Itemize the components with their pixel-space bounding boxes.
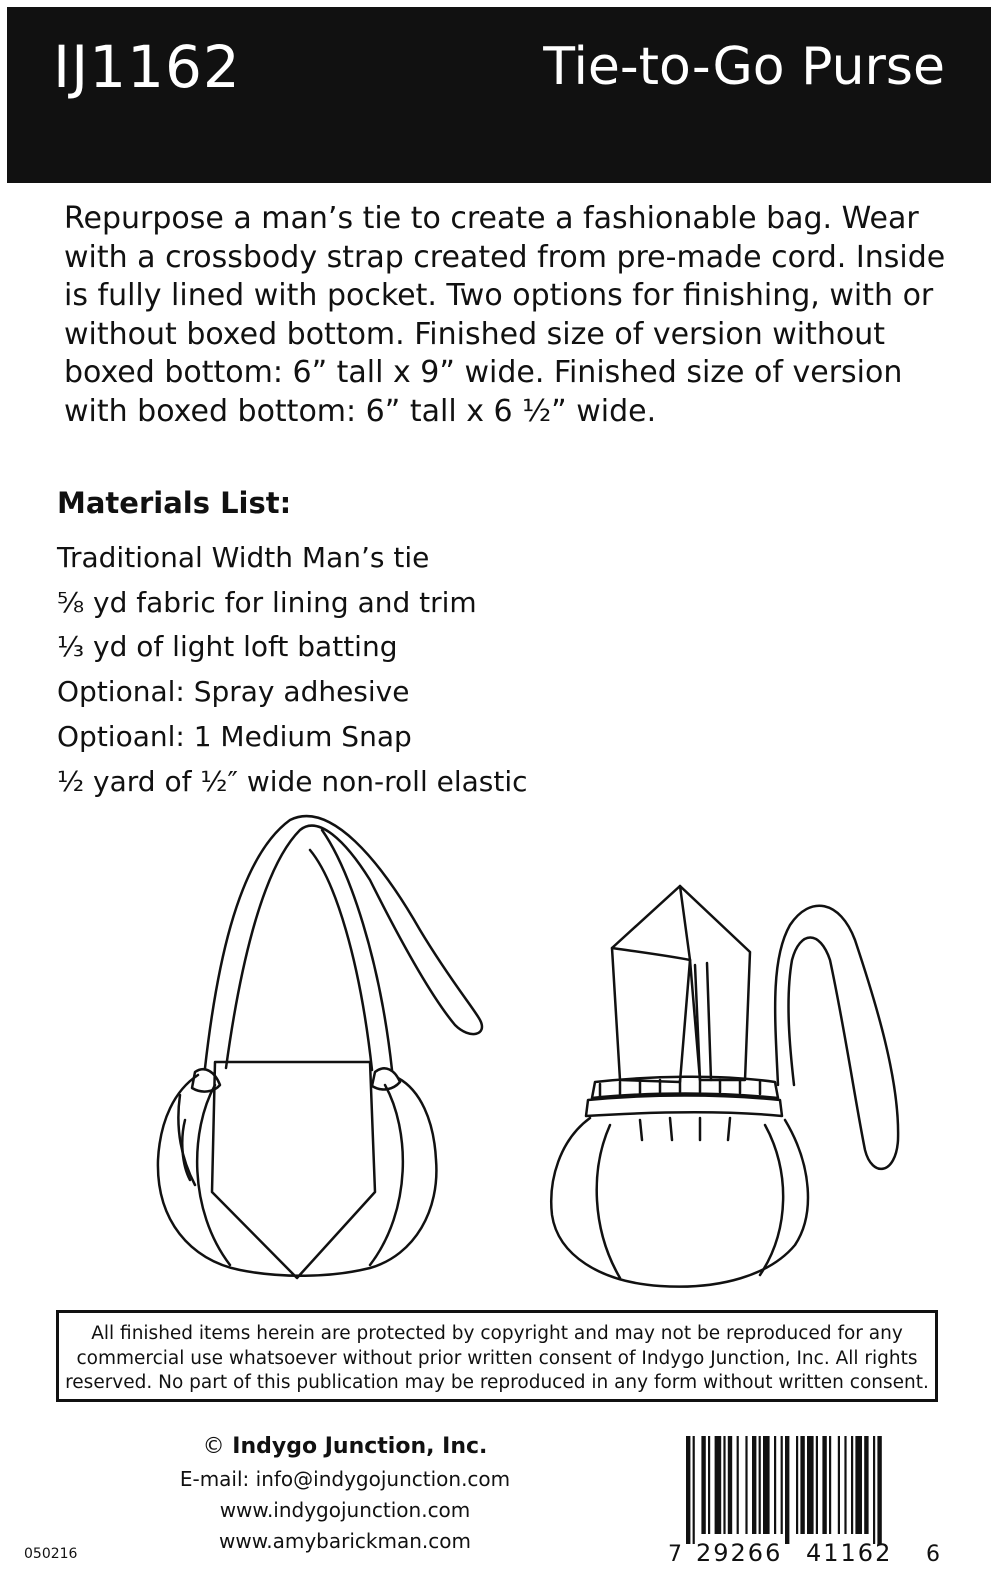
barcode-bar bbox=[800, 1436, 804, 1534]
barcode-bar bbox=[708, 1436, 710, 1534]
barcode-bar bbox=[855, 1436, 862, 1534]
barcode-bar bbox=[759, 1436, 761, 1534]
barcode-bar bbox=[774, 1436, 776, 1534]
barcode-bar bbox=[723, 1436, 725, 1534]
barcode-bar bbox=[877, 1436, 881, 1544]
header-bar bbox=[7, 7, 991, 183]
barcode-bar bbox=[715, 1436, 722, 1534]
barcode-bar bbox=[785, 1436, 789, 1544]
barcode-bar bbox=[728, 1436, 732, 1534]
material-item: ⅝ yd fabric for lining and trim bbox=[57, 585, 477, 619]
material-item: ½ yard of ½″ wide non-roll elastic bbox=[57, 764, 528, 798]
barcode-bar bbox=[838, 1436, 840, 1534]
barcode-bar bbox=[737, 1436, 739, 1534]
email-line: E-mail: info@indygojunction.com bbox=[179, 1467, 511, 1491]
barcode-left-digits: 29266 bbox=[696, 1539, 783, 1566]
company-name bbox=[130, 1430, 560, 1464]
purse-illustration-left bbox=[158, 816, 482, 1278]
material-item: Traditional Width Man’s tie bbox=[57, 541, 430, 574]
publisher-info bbox=[130, 1430, 560, 1557]
barcode-bar bbox=[781, 1436, 783, 1534]
barcode-right-digits: 41162 bbox=[806, 1539, 893, 1566]
copyright-notice: All finished items herein are protected by copyright and may not be reproduced for any commercial use whatsoever without prior written consent of Indygo Junction, Inc. All rights reserved. No part of this publication may be reproduced in any form without written consent. bbox=[56, 1310, 938, 1402]
intro-description: Repurpose a man’s tie to create a fashionable bag. Wear with a crossbody strap created from pre-made cord. Inside is fully lined with pocket. Two options for finishing, with or without boxed bottom. Finished size of version without boxed bottom: 6” tall x 9” wide. Finished size of version with boxed bottom: 6” tall x 6 ½” wide. bbox=[64, 201, 946, 429]
barcode-bar bbox=[851, 1436, 853, 1534]
barcode bbox=[658, 1436, 958, 1566]
barcode-bar bbox=[686, 1436, 690, 1544]
purse-illustrations bbox=[0, 800, 1000, 1300]
website-link: www.indygojunction.com bbox=[219, 1498, 471, 1522]
barcode-bar bbox=[752, 1436, 756, 1534]
barcode-bar bbox=[745, 1436, 747, 1534]
material-item: Optioanl: 1 Medium Snap bbox=[57, 719, 412, 753]
part-number: 050216 bbox=[24, 1546, 78, 1562]
barcode-bar bbox=[829, 1436, 831, 1534]
barcode-bar bbox=[693, 1436, 695, 1544]
barcode-bar bbox=[844, 1436, 846, 1534]
pattern-code: IJ1162 bbox=[53, 33, 241, 101]
material-item: Optional: Spray adhesive bbox=[57, 675, 410, 709]
barcode-bar bbox=[864, 1436, 868, 1534]
purse-illustration-right bbox=[551, 886, 898, 1287]
barcode-bar bbox=[701, 1436, 705, 1534]
company-label: Indygo Junction, Inc. bbox=[232, 1434, 488, 1459]
pattern-title: Tie-to-Go Purse bbox=[543, 37, 945, 97]
barcode-bar bbox=[796, 1436, 798, 1534]
barcode-bar bbox=[822, 1436, 826, 1534]
website-link: www.amybarickman.com bbox=[219, 1529, 471, 1553]
materials-list bbox=[57, 536, 528, 804]
barcode-bar bbox=[873, 1436, 875, 1544]
barcode-check-digit: 6 bbox=[926, 1542, 940, 1566]
barcode-bar bbox=[816, 1436, 818, 1534]
materials-heading: Materials List: bbox=[57, 486, 292, 520]
barcode-bar bbox=[763, 1436, 770, 1534]
material-item: ⅓ yd of light loft batting bbox=[57, 630, 398, 664]
barcode-bar bbox=[807, 1436, 814, 1534]
barcode-lead-digit: 7 bbox=[668, 1542, 682, 1566]
copyright-symbol: © bbox=[202, 1434, 225, 1459]
